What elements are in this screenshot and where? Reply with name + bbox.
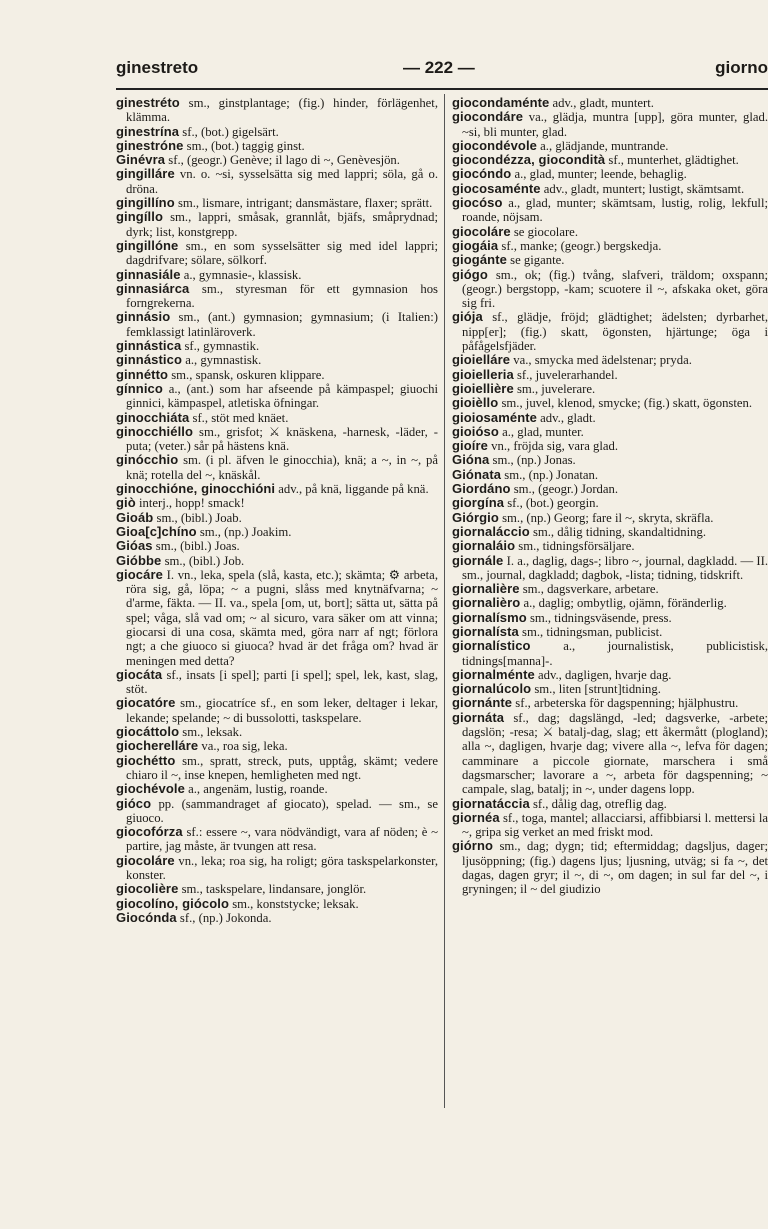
entry-headword: gioiosaménte <box>452 409 537 425</box>
entry-definition: I. vn., leka, spela (slå, kasta, etc.); skämta; ⚙ arbeta, röra sig, gå, löpa; ~ a pugni, slåss med knytnäfvarna; ~ d'arme, fäkta. — II. va., spela [om, ut, bort]; sätta ut, sätta på spel; våga, slå vad om; ~ al sicuro, vara säker om att vinna; giocarsi di una cosa, skämta med, göra narr af ngt; förlora ngt; a che giuoco si giuoca? hvad är det fråga om? hvad är meningen med detta? <box>126 567 438 668</box>
entry-headword: ginocchiéllo <box>116 423 194 439</box>
dictionary-entry <box>452 711 768 797</box>
entry-definition: vn., fröjda sig, vara glad. <box>488 439 619 454</box>
dictionary-entry <box>116 739 438 753</box>
entry-definition: sm., spratt, streck, puts, upptåg, skämt; vedere chiaro il ~, inse knepen, hemligheten med ngt. <box>126 753 438 782</box>
entry-definition: sf.: essere ~, vara nödvändigt, vara af nöden; è ~ partire, jag måste, är tvungen att resa. <box>126 825 438 854</box>
dictionary-entry <box>452 696 768 710</box>
dictionary-entry <box>116 797 438 826</box>
dictionary-entry <box>452 839 768 896</box>
entry-headword: giocolíno, giócolo <box>116 895 230 911</box>
entry-definition: adv., på knä, liggande på knä. <box>275 482 429 497</box>
entry-headword: giocatóre <box>116 695 176 711</box>
entry-definition: a., angenäm, lustig, roande. <box>184 782 328 797</box>
entry-headword: gínnico <box>116 380 163 396</box>
entry-definition: sf., dag; dagslängd, -led; dagsverke, -arbete; dagslön; -resa; ⚔ batalj-dag, slag; ett åkermått (plogland); alla ~, dagligen, hvarje dag; vivere alla ~, lefva för dagen; camminare a piccole giornate, marschera i små dagsmarscher; lavorare a ~, arbeta för dagspenning; ~ campale, slag, batalj; in ~, under dagens lopp. <box>462 710 768 797</box>
entry-headword: gingíllo <box>116 209 164 225</box>
entry-definition: sf., toga, mantel; allacciarsi, affibbiarsi l. mettersi la ~, gripa sig verket an med friskt mod. <box>462 810 768 840</box>
dictionary-entry <box>452 411 768 425</box>
dictionary-entry <box>116 525 438 539</box>
dictionary-entry <box>452 153 768 167</box>
entry-definition: sm., juvelerare. <box>513 381 596 396</box>
header-right-word: giorno <box>715 58 768 77</box>
entry-headword: gingilláre <box>116 166 175 182</box>
entry-headword: giogánte <box>452 252 507 268</box>
dictionary-entry <box>116 310 438 339</box>
entry-headword: giocondáre <box>452 109 524 125</box>
entry-headword: ginestrína <box>116 123 180 139</box>
dictionary-entry <box>452 539 768 553</box>
entry-definition: se giocolare. <box>510 224 578 239</box>
entry-definition: vn. o. ~si, sysselsätta sig med lappri; söla, gå o. dröna. <box>126 167 438 196</box>
entry-definition: sf., (bot.) gigelsärt. <box>179 124 279 139</box>
entry-definition: sm., (np.) Jonatan. <box>501 467 599 482</box>
dictionary-entry <box>452 96 768 110</box>
dictionary-entry <box>452 625 768 639</box>
entry-definition: sm., dag; dygn; tid; eftermiddag; dagsljus, dager; ljusöppning; (fig.) dagens ljus; ljusning, utväg; si fa ~, det dagas, dagen gryr; il ~, di ~, om dagen; in sul far del ~, i gryningen; il ~ del giudizio <box>462 839 768 897</box>
entry-definition: sm., taskspelare, lindansare, jonglör. <box>178 882 367 897</box>
entry-headword: Gioáb <box>116 509 154 525</box>
dictionary-entry <box>116 725 438 739</box>
entry-headword: ginnasiále <box>116 266 181 282</box>
dictionary-entry <box>452 268 768 311</box>
right-column <box>452 96 768 897</box>
entry-headword: Gióna <box>452 452 490 468</box>
entry-definition: adv., gladt, muntert. <box>549 96 654 110</box>
entry-definition: sm., grisfot; ⚔ knäskena, -harnesk, -läder, -puta; (veter.) sår på hästens knä. <box>126 424 438 454</box>
entry-definition: sm., (np.) Joakim. <box>196 524 292 539</box>
dictionary-entry <box>116 696 438 725</box>
entry-definition: sm., tidningsväsende, press. <box>526 610 672 625</box>
dictionary-entry <box>452 439 768 453</box>
entry-headword: gioièllo <box>452 395 499 411</box>
entry-definition: sm., styresman för ett gymnasion hos forngrekerna. <box>126 281 438 311</box>
entry-headword: giornalúcolo <box>452 681 532 697</box>
dictionary-entry <box>452 353 768 367</box>
dictionary-entry <box>452 310 768 353</box>
entry-definition: sf., gymnastik. <box>181 339 260 354</box>
entry-definition: sf., manke; (geogr.) bergskedja. <box>498 238 662 253</box>
entry-definition: adv., gladt. <box>537 410 596 425</box>
dictionary-entry <box>452 225 768 239</box>
entry-definition: sf., glädje, fröjd; glädtighet; ädelsten; dyrbarhet, nipp[er]; (fig.) skatt, ögonsten, hjärtunge; öga i påfågelsfjäder. <box>462 310 768 354</box>
entry-headword: giornalièro <box>452 595 521 611</box>
entry-headword: giornalísta <box>452 623 519 639</box>
entry-definition: a., journalistisk, publicistisk, tidnings[manna]-. <box>462 639 768 668</box>
dictionary-entry <box>116 754 438 783</box>
entry-definition: sm., (bot.) taggig ginst. <box>183 138 305 153</box>
entry-headword: giorgína <box>452 495 505 511</box>
entry-headword: giocóndo <box>452 166 512 182</box>
entry-definition: sf., dålig dag, otreflig dag. <box>529 796 667 811</box>
dictionary-entry <box>116 339 438 353</box>
entry-definition: sm., dagsverkare, arbetare. <box>519 582 659 597</box>
dictionary-entry <box>116 210 438 239</box>
entry-headword: ginestróne <box>116 137 184 153</box>
entry-definition: sm., tidningsman, publicist. <box>518 624 663 639</box>
dictionary-entry <box>452 239 768 253</box>
entry-headword: giocondaménte <box>452 95 550 110</box>
dictionary-entry <box>116 282 438 311</box>
entry-definition: a., glädjande, muntrande. <box>537 138 669 153</box>
dictionary-entry <box>452 453 768 467</box>
dictionary-entry <box>452 797 768 811</box>
dictionary-entry <box>116 453 438 482</box>
entry-headword: ginnásio <box>116 309 171 325</box>
entry-definition: a., gymnastisk. <box>182 353 262 368</box>
dictionary-entry <box>452 639 768 668</box>
entry-definition: a., glad, munter; skämtsam, lustig, rolig, lekfull; roande, nöjsam. <box>462 196 768 225</box>
entry-headword: giornalière <box>452 581 520 597</box>
entry-definition: se gigante. <box>506 253 565 268</box>
entry-headword: giocosaménte <box>452 180 541 196</box>
entry-headword: giò <box>116 495 136 511</box>
entry-headword: gioíre <box>452 438 488 454</box>
entry-definition: va., smycka med ädelstenar; pryda. <box>510 353 692 368</box>
dictionary-entry <box>452 682 768 696</box>
entry-definition: sm., dålig tidning, skandaltidning. <box>529 524 706 539</box>
entry-definition: sm., (bibl.) Job. <box>161 553 245 568</box>
entry-headword: giornaláccio <box>452 523 530 539</box>
entry-definition: sm., (ant.) gymnasion; gymnasium; (i Italien:) femklassigt latinläroverk. <box>126 310 438 339</box>
entry-definition: sm., spansk, oskuren klippare. <box>168 367 325 382</box>
dictionary-entry <box>116 353 438 367</box>
entry-headword: Giónata <box>452 466 502 482</box>
entry-definition: I. a., daglig, dags-; libro ~, journal, dagkladd. — II. sm., journal, dagkladd; dagbok, -lista; tidning, tidskrift. <box>462 553 768 582</box>
left-column <box>116 96 438 925</box>
entry-definition: sf., (np.) Jokonda. <box>176 910 272 925</box>
entry-definition: a., glad, munter; leende, behaglig. <box>511 167 687 182</box>
entry-headword: giocóso <box>452 195 503 211</box>
entry-definition: sm., liten [strunt]tidning. <box>531 682 661 697</box>
dictionary-entry <box>116 568 438 668</box>
entry-headword: gioióso <box>452 423 499 439</box>
dictionary-entry <box>116 268 438 282</box>
entry-definition: vn., leka; roa sig, ha roligt; göra taskspelarkonster, konster. <box>126 853 438 883</box>
entry-headword: giocoláre <box>116 852 175 868</box>
entry-definition: sm., (bibl.) Joas. <box>152 539 240 554</box>
entry-headword: ginestréto <box>116 95 180 110</box>
entry-headword: giocoláre <box>452 223 511 239</box>
entry-headword: giocáre <box>116 566 163 582</box>
dictionary-entry <box>116 539 438 553</box>
dictionary-entry <box>452 468 768 482</box>
entry-definition: sm., (np.) Georg; fare il ~, skryta, skräfla. <box>498 510 714 525</box>
entry-definition: sf., (bot.) georgin. <box>504 496 599 511</box>
entry-definition: sm., juvel, klenod, smycke; (fig.) skatt, ögonsten. <box>498 396 753 411</box>
entry-headword: giornatáccia <box>452 795 530 811</box>
entry-headword: Giocónda <box>116 909 177 925</box>
entry-definition: va., roa sig, leka. <box>198 739 288 754</box>
entry-headword: giocolière <box>116 881 179 897</box>
entry-headword: Gióas <box>116 538 153 554</box>
column-divider <box>444 94 445 1108</box>
dictionary-entry <box>452 582 768 596</box>
dictionary-entry <box>116 882 438 896</box>
dictionary-entry <box>452 482 768 496</box>
entry-headword: gioiellière <box>452 380 514 396</box>
entry-definition: sf., stöt med knäet. <box>189 410 289 425</box>
entry-definition: a., gymnasie-, klassisk. <box>180 267 302 282</box>
dictionary-entry <box>116 411 438 425</box>
entry-headword: ginnétto <box>116 366 169 382</box>
entry-headword: giochétto <box>116 752 176 768</box>
entry-definition: a., daglig; ombytlig, ojämn, föränderlig. <box>520 596 727 611</box>
entry-headword: giornáta <box>452 709 505 725</box>
entry-headword: ginnástico <box>116 352 183 368</box>
dictionary-entry <box>452 139 768 153</box>
dictionary-entry <box>116 511 438 525</box>
dictionary-entry <box>116 96 438 125</box>
entry-headword: giocondézza, giocondità <box>452 152 606 168</box>
entry-headword: gingillíno <box>116 195 175 211</box>
entry-definition: a., glad, munter. <box>498 424 584 439</box>
entry-definition: sm., konststycke; leksak. <box>229 896 359 911</box>
entry-definition: pp. (sammandraget af giocato), spelad. — sm., se giuoco. <box>126 796 438 825</box>
header-rule <box>116 88 768 90</box>
dictionary-entry <box>452 511 768 525</box>
dictionary-entry <box>452 668 768 682</box>
entry-definition: sm., ginstplantage; (fig.) hinder, förlägenhet, klämma. <box>126 96 438 125</box>
entry-headword: giornánte <box>452 695 513 711</box>
dictionary-entry <box>452 382 768 396</box>
dictionary-entry <box>452 525 768 539</box>
entry-headword: giocherelláre <box>116 738 199 754</box>
entry-definition: sf., arbeterska för dagspenning; hjälphustru. <box>512 696 739 711</box>
dictionary-entry <box>452 811 768 840</box>
dictionary-entry <box>452 196 768 225</box>
dictionary-entry <box>116 854 438 883</box>
entry-definition: va., glädja, muntra [upp], göra munter, glad. ~si, bli munter, glad. <box>462 110 768 139</box>
entry-headword: gioielláre <box>452 352 511 368</box>
entry-headword: giornaláio <box>452 538 516 554</box>
entry-headword: giógo <box>452 266 488 282</box>
entry-definition: a., (ant.) som har afseende på kämpaspel; giuochi ginnici, kämpaspel, atletiska öfningar. <box>126 381 438 411</box>
entry-definition: sf., insats [i spel]; parti [i spel]; spel, lek, kast, slag, stöt. <box>126 667 438 697</box>
header-left-word: ginestreto <box>116 58 199 77</box>
entry-definition: sm., en som sysselsätter sig med idel lappri; dagdrifvare; sölare, sölkorf. <box>126 238 438 268</box>
entry-definition: adv., gladt, muntert; lustigt, skämtsamt. <box>540 181 745 196</box>
entry-headword: gingillóne <box>116 237 179 253</box>
dictionary-entry <box>452 368 768 382</box>
dictionary-entry <box>116 125 438 139</box>
dictionary-entry <box>116 425 438 454</box>
entry-definition: sm., lismare, intrigant; dansmästare, flaxer; sprätt. <box>174 196 433 211</box>
dictionary-entry <box>116 239 438 268</box>
dictionary-entry <box>116 911 438 925</box>
entry-definition: sm., tidningsförsäljare. <box>515 539 635 554</box>
entry-headword: giocáttolo <box>116 724 180 740</box>
dictionary-entry <box>116 382 438 411</box>
entry-headword: giornalístico <box>452 638 531 654</box>
entry-definition: sf., (geogr.) Genève; il lago di ~, Genèvesjön. <box>165 153 400 168</box>
entry-definition: sm., (np.) Jonas. <box>489 453 576 468</box>
entry-headword: giocáta <box>116 666 163 682</box>
entry-headword: giornéa <box>452 809 500 825</box>
entry-headword: giornále <box>452 552 504 568</box>
dictionary-entry <box>116 554 438 568</box>
entry-headword: Ginévra <box>116 152 166 168</box>
entry-headword: Gióbbe <box>116 552 162 568</box>
dictionary-entry <box>452 253 768 267</box>
dictionary-entry <box>116 482 438 496</box>
entry-headword: ginócchio <box>116 452 179 468</box>
entry-headword: Giordáno <box>452 481 511 497</box>
entry-definition: interj., hopp! smack! <box>135 496 245 511</box>
entry-definition: sm. (i pl. äfven le ginocchia), knä; a ~, in ~, på knä; rotella del ~, knäskål. <box>126 453 438 482</box>
dictionary-entry <box>116 897 438 911</box>
dictionary-entry <box>452 554 768 583</box>
entry-headword: Gioa[c]chíno <box>116 523 197 539</box>
entry-definition: sm., ok; (fig.) tvång, slafveri, träldom; oxspann; (geogr.) bergstopp, -kam; scuotere il ~, afskaka oket, göra sig fri. <box>462 267 768 311</box>
dictionary-entry <box>452 396 768 410</box>
dictionary-entry <box>452 611 768 625</box>
entry-headword: Giórgio <box>452 509 499 525</box>
dictionary-entry <box>452 167 768 181</box>
page-number: — 222 — <box>403 58 475 77</box>
dictionary-entry <box>116 496 438 510</box>
dictionary-entry <box>452 425 768 439</box>
dictionary-entry <box>116 368 438 382</box>
dictionary-entry <box>116 153 438 167</box>
dictionary-entry <box>452 110 768 139</box>
entry-headword: giogáia <box>452 237 499 253</box>
dictionary-entry <box>116 825 438 854</box>
entry-definition: sm., lappri, småsak, grannlåt, bjäfs, småprydnad; dyrk; list, konstgrepp. <box>126 210 438 239</box>
entry-definition: sm., giocatríce sf., en som leker, deltager i lekar, lekande; spelande; ~ di bussolotti, taskspelare. <box>126 696 438 725</box>
entry-headword: ginnasiárca <box>116 280 190 296</box>
entry-headword: giocondévole <box>452 137 537 153</box>
entry-headword: ginnástica <box>116 338 182 354</box>
entry-headword: gióco <box>116 795 152 811</box>
entry-headword: giornalísmo <box>452 609 527 625</box>
dictionary-entry <box>452 596 768 610</box>
entry-headword: giója <box>452 309 483 325</box>
entry-definition: sm., (bibl.) Joab. <box>153 510 242 525</box>
entry-headword: ginocchiáta <box>116 409 190 425</box>
dictionary-entry <box>452 182 768 196</box>
dictionary-entry <box>116 167 438 196</box>
entry-headword: giochévole <box>116 781 185 797</box>
entry-headword: ginocchióne, ginocchióni <box>116 481 276 497</box>
entry-headword: giocofórza <box>116 824 183 840</box>
entry-definition: sf., munterhet, glädtighet. <box>605 153 739 168</box>
entry-headword: giórno <box>452 838 494 854</box>
dictionary-entry <box>116 139 438 153</box>
dictionary-entry <box>116 668 438 697</box>
entry-headword: giornalménte <box>452 666 535 682</box>
entry-definition: adv., dagligen, hvarje dag. <box>534 667 672 682</box>
entry-definition: sm., (geogr.) Jordan. <box>510 482 619 497</box>
page-header <box>116 58 768 86</box>
entry-definition: sf., juvelerarhandel. <box>513 367 618 382</box>
dictionary-entry <box>116 196 438 210</box>
entry-definition: sm., leksak. <box>179 725 243 740</box>
dictionary-entry <box>452 496 768 510</box>
entry-headword: gioielleria <box>452 366 514 382</box>
dictionary-entry <box>116 782 438 796</box>
